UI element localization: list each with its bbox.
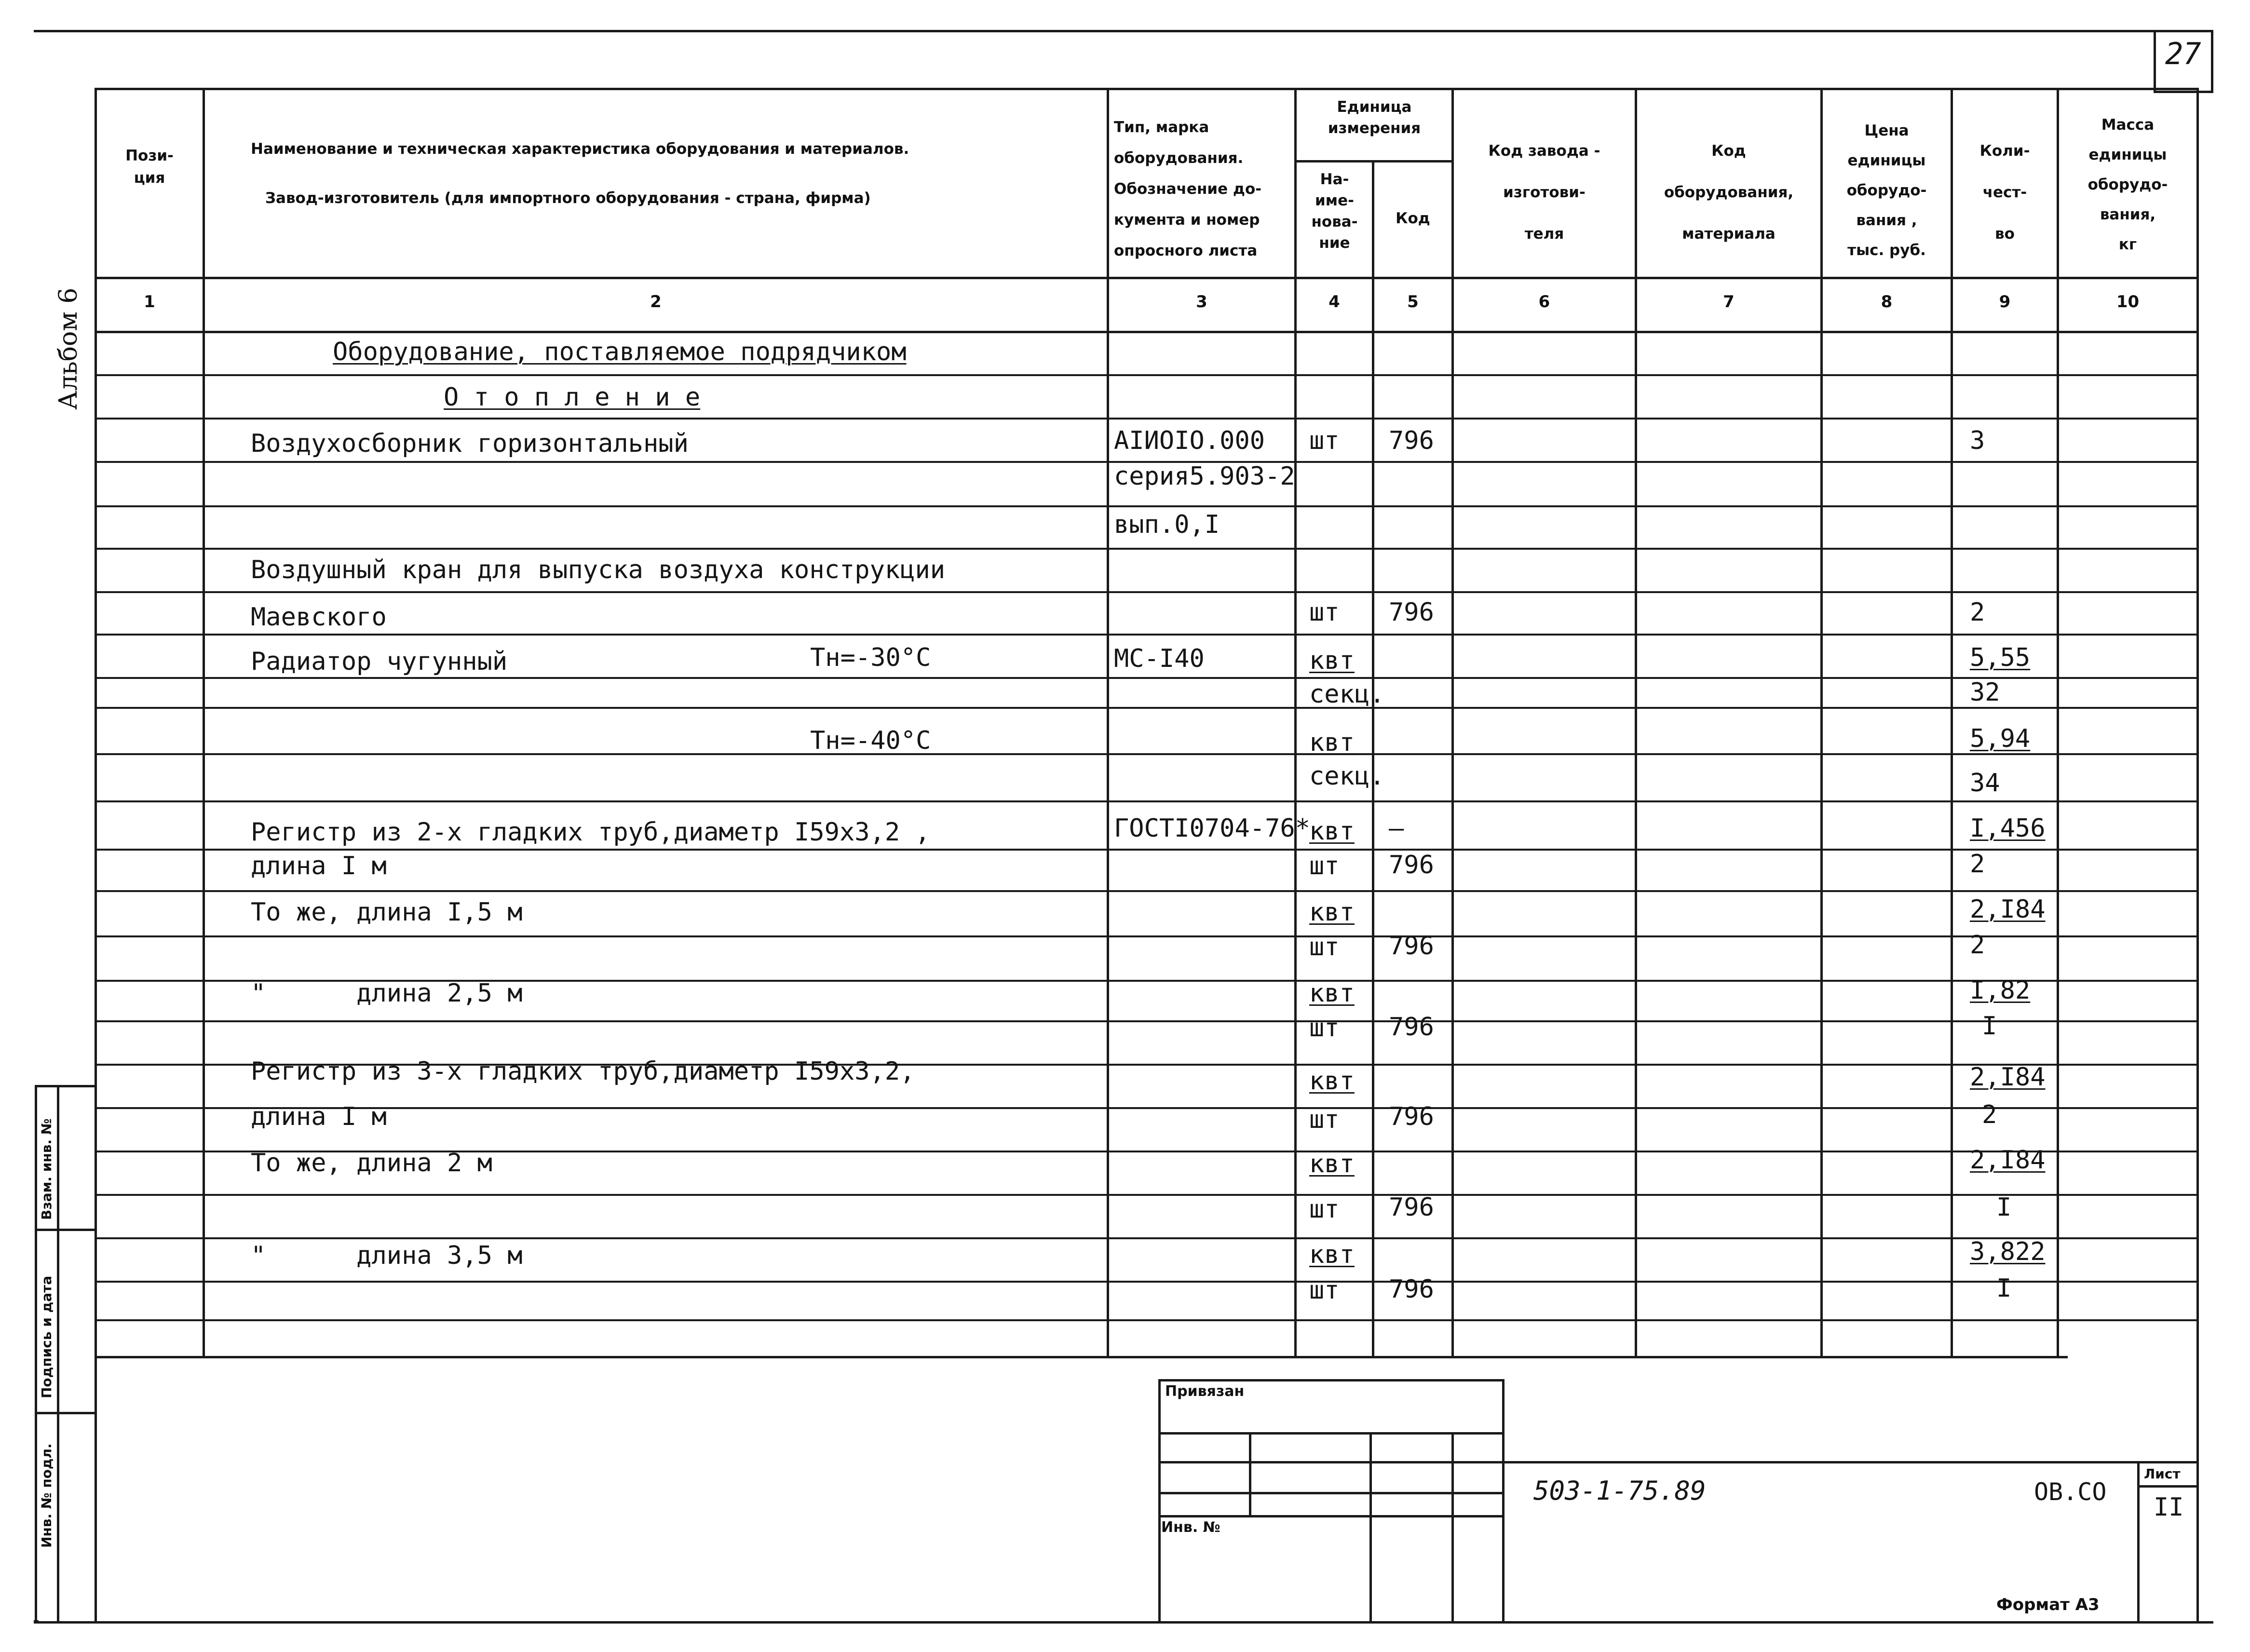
row-separator (95, 753, 2199, 755)
header-price: Цена единицы оборудо- вания , тыс. руб. (1846, 122, 1927, 259)
header-equipment-code: Код оборудования, материала (1664, 142, 1794, 243)
row-21-qty: I (1996, 1193, 2012, 1222)
row-3-type: AIИOIO.000 (1114, 426, 1265, 455)
title-block-left (1158, 1379, 1161, 1624)
col-divider-8 (1951, 88, 1953, 1358)
row-10-temperature: Тн=-40°С (810, 726, 931, 755)
column-number-3: 3 (1196, 292, 1207, 311)
header-quantity: Коли- чест- во (1979, 142, 2030, 243)
top-border-line (34, 30, 2213, 32)
row-16-qty: I,82 (1970, 976, 2031, 1005)
row-separator (95, 890, 2199, 892)
title-block-col1 (1249, 1432, 1251, 1515)
column-number-9: 9 (1999, 292, 2011, 311)
row-3-unit: шт (1309, 426, 1340, 455)
row-separator (95, 849, 2199, 851)
col-divider-7 (1820, 88, 1823, 1358)
album-label: Альбом 6 (54, 287, 83, 410)
row-8-type: МС-I40 (1114, 644, 1205, 673)
row-separator (95, 1194, 2199, 1196)
row-8-name: Радиатор чугунный (251, 647, 508, 676)
column-number-bottom-line (95, 331, 2199, 333)
list-label: Лист (2144, 1466, 2181, 1482)
row-23-qty: I (1996, 1274, 2012, 1303)
row-9-qty: 32 (1970, 678, 2000, 707)
header-name-line2: Завод-изготовитель (для импортного оборудования - страна, фирма) (265, 190, 871, 207)
side-stamp-top (35, 1085, 96, 1087)
frame-left-line (95, 88, 97, 1624)
row-7-qty: 2 (1970, 598, 1985, 627)
row-8-temperature: Тн=-30°С (810, 643, 931, 672)
col-divider-2 (1107, 88, 1109, 1358)
row-23-code: 796 (1389, 1275, 1434, 1304)
section-title: Оборудование, поставляемое подрядчиком (333, 338, 907, 366)
format-label: Формат А3 (1996, 1595, 2100, 1614)
sheet-code: ОВ.СО (2034, 1478, 2107, 1506)
side-stamp-div1 (35, 1229, 96, 1231)
row-separator (95, 1319, 2199, 1321)
row-separator (95, 1281, 2199, 1283)
row-separator (95, 374, 2199, 376)
col-divider-4 (1372, 160, 1374, 1358)
row-16-unit: квт (1309, 979, 1355, 1008)
row-14-unit: квт (1309, 898, 1355, 927)
column-number-6: 6 (1538, 292, 1550, 311)
row-7-unit: шт (1309, 598, 1340, 627)
row-12-name: Регистр из 2-х гладких труб,диаметр I59х3,2 , (251, 818, 930, 847)
row-7-name: Маевского (251, 603, 387, 632)
row-18-name: Регистр из 3-х гладких труб,диаметр I59х3,2, (251, 1057, 915, 1086)
title-block-col2 (1369, 1432, 1372, 1624)
doc-code-row-line (1502, 1461, 2196, 1463)
column-number-5: 5 (1407, 292, 1419, 311)
table-top-line (95, 88, 2199, 90)
title-block-right (1502, 1379, 1505, 1624)
col-divider-6 (1635, 88, 1637, 1358)
row-3-name: Воздухосборник горизонтальный (251, 429, 689, 458)
row-7-code: 796 (1389, 598, 1434, 627)
document-code: 503-1-75.89 (1533, 1476, 1706, 1506)
row-22-qty: 3,822 (1970, 1237, 2046, 1266)
title-block-outer-top (1158, 1379, 1505, 1381)
row-separator (95, 800, 2199, 802)
col-divider-9 (2057, 88, 2059, 1358)
bottom-border-line (34, 1621, 2213, 1624)
row-5-type: вып.0,I (1114, 510, 1220, 539)
row-separator (95, 677, 2199, 679)
header-mass: Масса единицы оборудо- вания, кг (2087, 116, 2168, 253)
frame-right-line (2196, 88, 2199, 1624)
row-14-name: То же, длина I,5 м (251, 898, 523, 927)
row-19-qty: 2 (1982, 1100, 1997, 1129)
row-13-qty: 2 (1970, 850, 1985, 879)
row-10-qty: 5,94 (1970, 724, 2031, 753)
row-separator (95, 634, 2199, 636)
col-divider-5 (1451, 88, 1454, 1358)
side-stamp-mid (57, 1085, 59, 1624)
header-unit-group: Единица измерения (1328, 98, 1421, 137)
row-11-unit: секц. (1309, 762, 1385, 791)
row-4-type: серия5.903-2 (1114, 462, 1295, 491)
row-11-qty: 34 (1970, 769, 2000, 798)
side-stamp-podpis: Подпись и дата (39, 1275, 54, 1398)
page-number-box-bottom (2154, 91, 2213, 93)
column-number-8: 8 (1881, 292, 1893, 311)
row-18-unit: квт (1309, 1067, 1355, 1096)
header-unit-code: Код (1396, 210, 1430, 227)
row-separator (95, 707, 2199, 709)
row-separator (95, 1107, 2199, 1109)
row-separator (95, 548, 2199, 550)
list-value: II (2154, 1493, 2184, 1522)
list-box-divider (2137, 1485, 2199, 1488)
side-stamp-inv: Инв. № подл. (39, 1443, 54, 1548)
row-12-code: – (1389, 814, 1404, 843)
row-17-qty: I (1982, 1012, 1997, 1041)
row-19-code: 796 (1389, 1102, 1434, 1131)
column-number-2: 2 (650, 292, 662, 311)
page-number-box-line (2154, 30, 2156, 93)
row-23-unit: шт (1309, 1276, 1340, 1305)
row-19-name: длина I м (251, 1102, 387, 1131)
row-12-qty: I,456 (1970, 814, 2046, 843)
column-number-7: 7 (1723, 292, 1735, 311)
header-name-line1: Наименование и техническая характеристика оборудования и материалов. (251, 140, 909, 158)
header-position: Пози- ция (125, 147, 174, 187)
row-15-code: 796 (1389, 932, 1434, 961)
row-separator (95, 505, 2199, 507)
row-3-code: 796 (1389, 426, 1434, 455)
row-19-unit: шт (1309, 1105, 1340, 1134)
row-22-name: " длина 3,5 м (251, 1241, 523, 1270)
column-number-4: 4 (1328, 292, 1340, 311)
row-8-qty: 5,55 (1970, 643, 2031, 672)
header-type: Тип, марка оборудования. Обозначение до- кумента и номер опросного листа (1114, 119, 1262, 259)
row-9-unit: секц. (1309, 680, 1385, 709)
col-divider-3 (1294, 88, 1297, 1358)
column-number-1: 1 (144, 292, 155, 311)
row-13-code: 796 (1389, 851, 1434, 880)
row-17-code: 796 (1389, 1013, 1434, 1042)
row-separator (95, 1020, 2199, 1022)
side-stamp-div2 (35, 1412, 96, 1414)
row-21-code: 796 (1389, 1193, 1434, 1222)
table-bottom-line (95, 1356, 2068, 1358)
row-13-unit: шт (1309, 852, 1340, 880)
inv-number-label: Инв. № (1161, 1519, 1220, 1536)
row-16-name: " длина 2,5 м (251, 979, 523, 1008)
header-unit-name: На- име- нова- ние (1311, 171, 1358, 252)
title-block-col3 (1451, 1432, 1454, 1624)
row-15-unit: шт (1309, 933, 1340, 961)
row-18-qty: 2,I84 (1970, 1063, 2046, 1092)
row-20-unit: квт (1309, 1150, 1355, 1178)
row-8-unit: квт (1309, 646, 1355, 675)
row-14-qty: 2,I84 (1970, 895, 2046, 924)
column-number-10: 10 (2116, 292, 2140, 311)
side-stamp-left (35, 1085, 37, 1624)
row-21-unit: шт (1309, 1195, 1340, 1224)
col-divider-1 (203, 88, 205, 1358)
row-22-unit: квт (1309, 1240, 1355, 1269)
row-separator (95, 1237, 2199, 1239)
side-stamp-vzam: Взам. инв. № (39, 1118, 54, 1220)
privyazan-label: Привязан (1165, 1383, 1245, 1400)
row-separator (95, 935, 2199, 937)
header-plant-code: Код завода - изготови- теля (1488, 142, 1600, 243)
subsection-title: О т о п л е н и е (444, 383, 701, 412)
row-12-type: ГОСТI0704-76* (1114, 814, 1310, 843)
row-12-unit: квт (1309, 817, 1355, 846)
row-separator (95, 591, 2199, 593)
row-10-unit: квт (1309, 728, 1355, 757)
row-20-name: То же, длина 2 м (251, 1149, 492, 1178)
row-3-qty: 3 (1970, 426, 1985, 455)
format-line (34, 1620, 39, 1623)
header-bottom-line (95, 277, 2199, 279)
page-number-box-right (2211, 30, 2213, 93)
row-15-qty: 2 (1970, 931, 1985, 960)
row-17-unit: шт (1309, 1014, 1340, 1043)
row-20-qty: 2,I84 (1970, 1146, 2046, 1175)
page-number: 27 (2165, 36, 2201, 71)
row-13-name: длина I м (251, 852, 387, 880)
row-separator (95, 418, 2199, 420)
row-6-name: Воздушный кран для выпуска воздуха конструкции (251, 555, 946, 584)
